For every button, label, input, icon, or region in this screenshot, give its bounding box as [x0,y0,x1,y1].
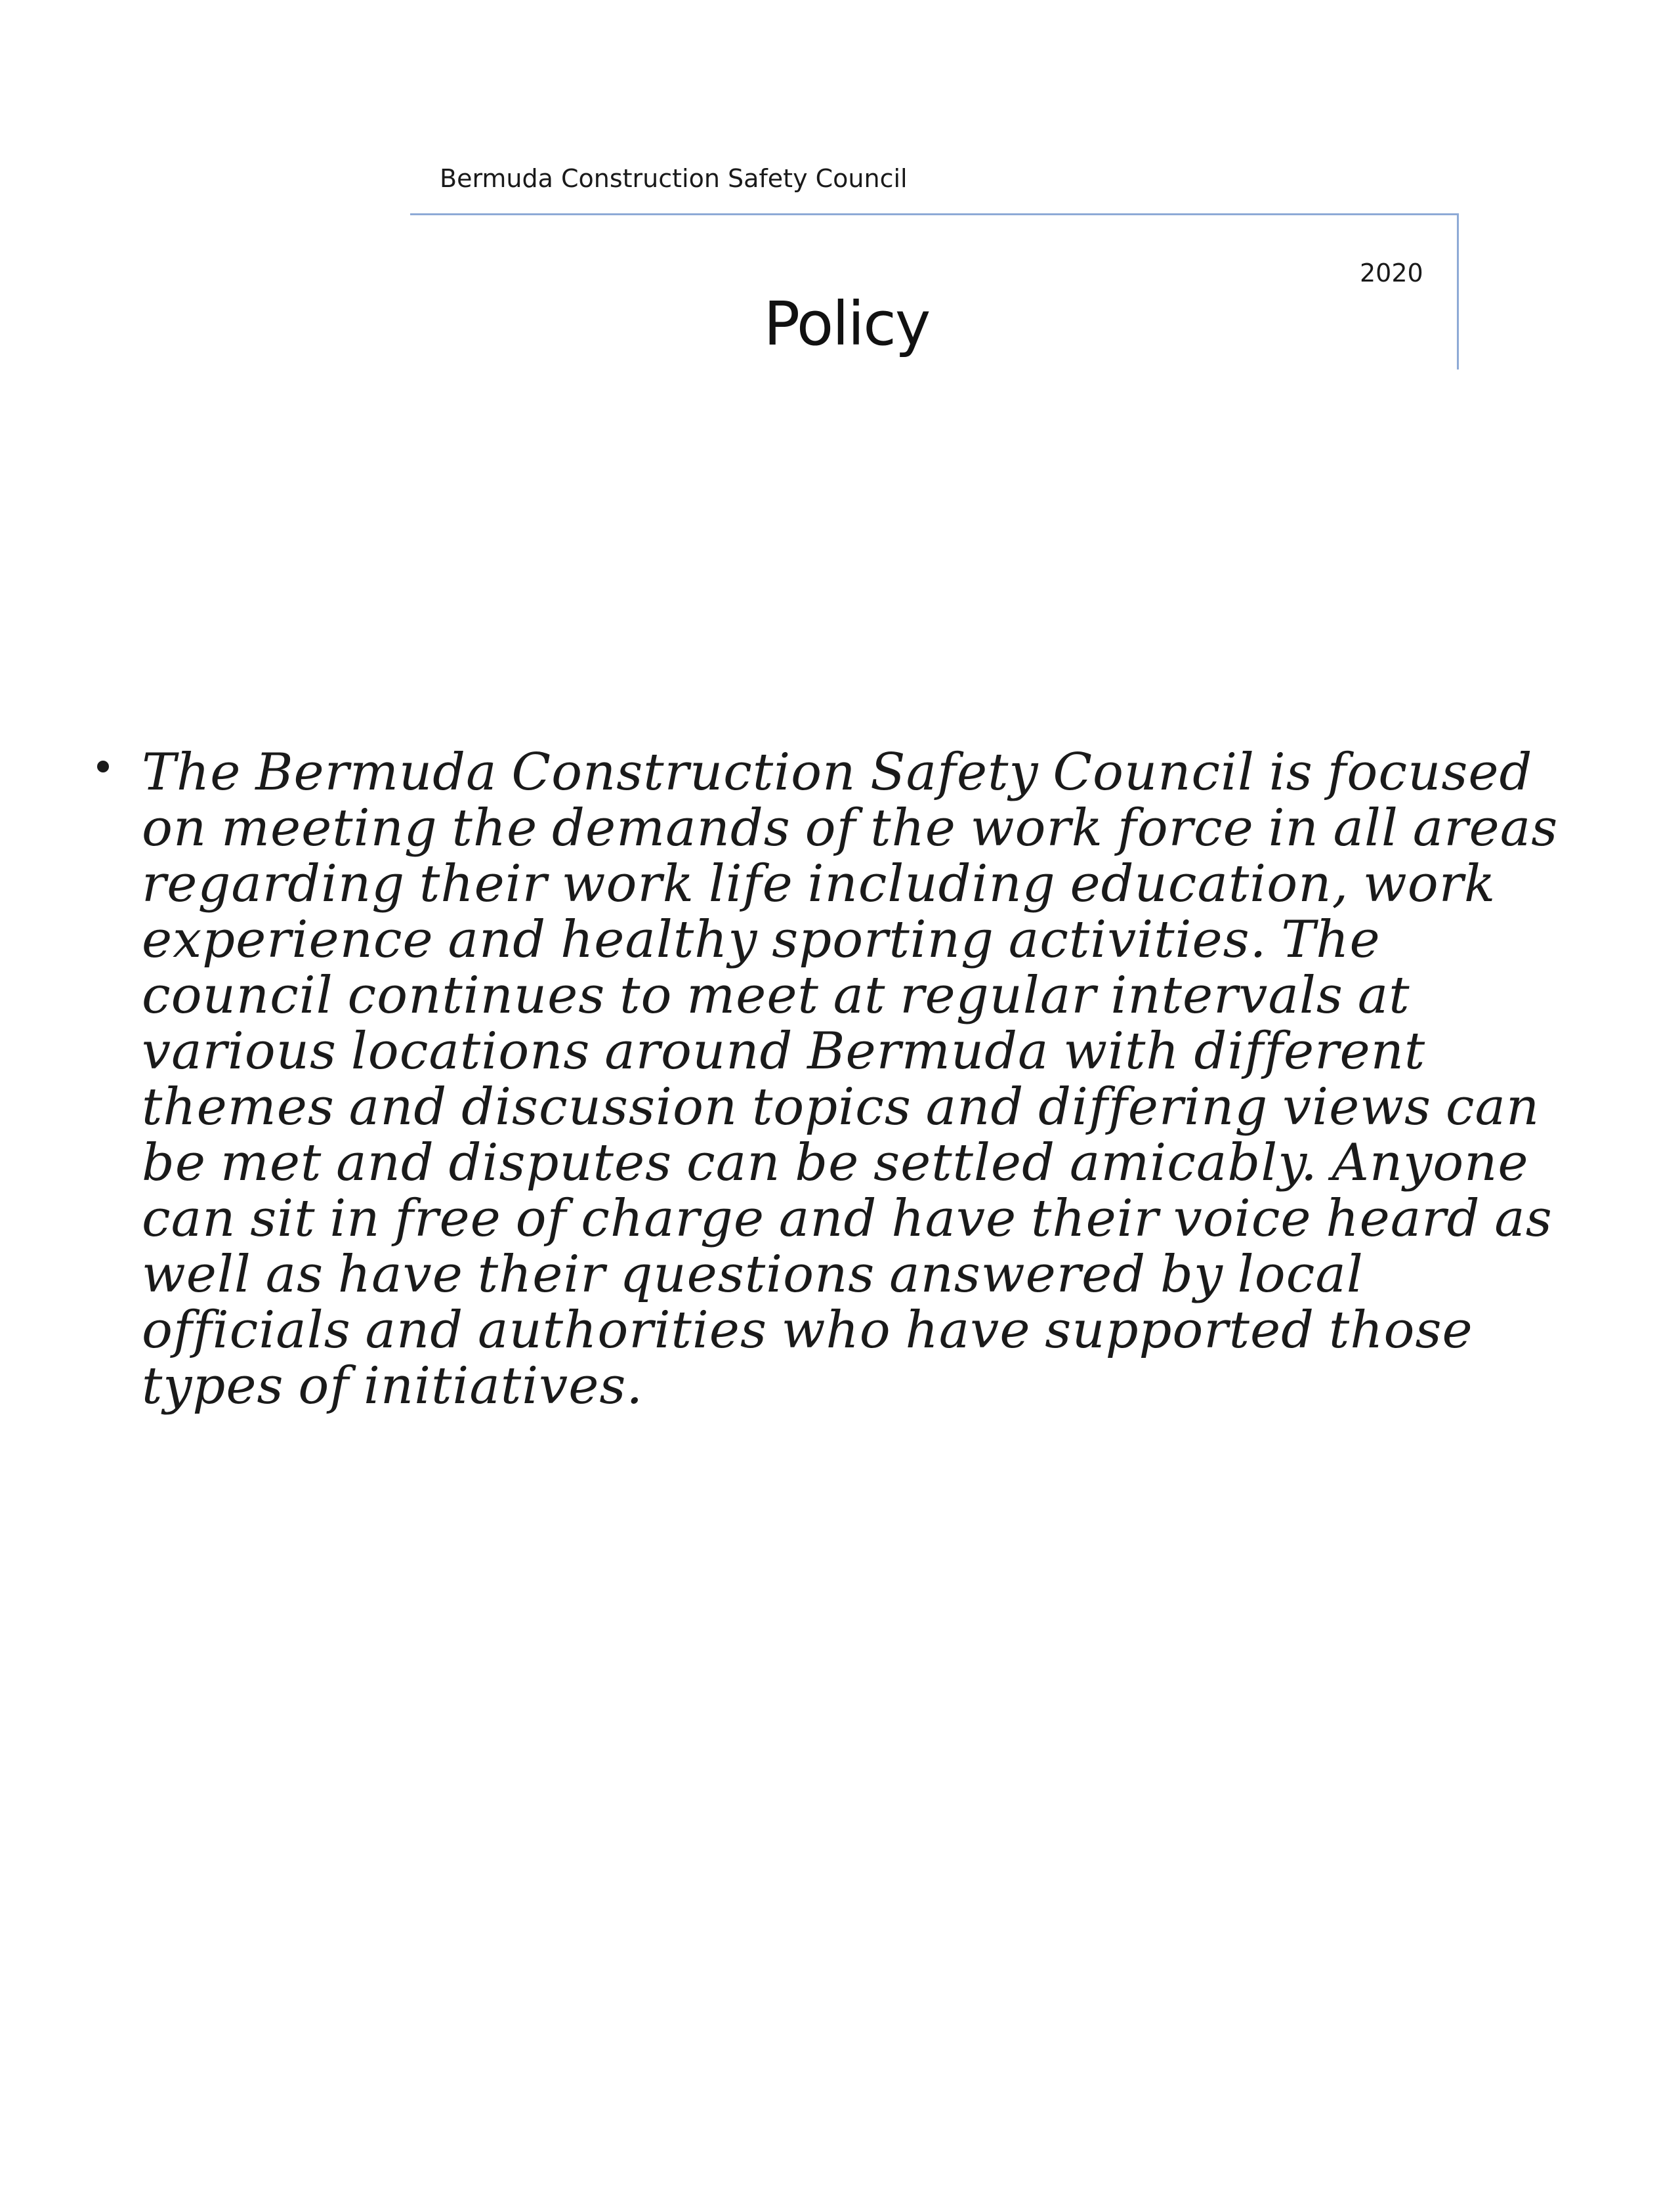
page-title: Policy [763,289,930,359]
policy-statement: The Bermuda Construction Safety Council is focused on meeting the demands of the work force in all areas regarding their work life including education, work experience and healthy sporting activities. The council continues to meet at regular intervals at various locations around Bermuda with different themes and discussion topics and differing views can be met and disputes can be settled amicably. Anyone can sit in free of charge and have their voice heard as well as have their questions answered by local officials and authorities who have supported those types of initiatives. [142,743,1559,1416]
list-item [92,743,1559,1416]
document-year: 2020 [1360,259,1423,287]
organization-name: Bermuda Construction Safety Council [440,164,908,193]
policy-bullet-list [92,743,1559,1416]
header-divider [410,213,1459,215]
header-vertical-divider [1457,213,1459,369]
bullet-icon [97,761,109,772]
